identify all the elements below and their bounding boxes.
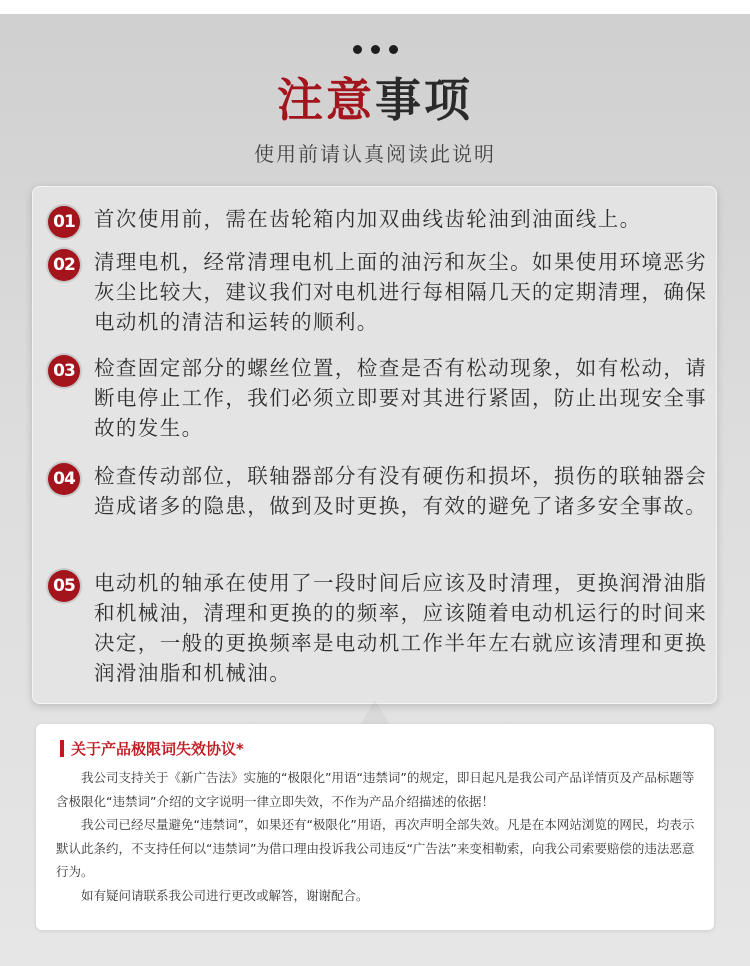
instruction-item-5 — [48, 568, 708, 688]
disclaimer-body — [56, 766, 696, 907]
disclaimer-paragraph: 我公司已经尽量避免“违禁词”，如果还有“极限化”用语，再次声明全部失效。凡是在本网站浏览的网民，均表示默认此条约，不支持任何以“违禁词”为借口理由投诉我公司违反“广告法”来变相勒索，向我公司索要赔偿的违法恶意行为。 — [56, 817, 695, 879]
disclaimer-paragraph: 我公司支持关于《新广告法》实施的“极限化”用语“违禁词”的规定，即日起凡是我公司产品详情页及产品标题等含极限化“违禁词”介绍的文字说明一律立即失效，不作为产品介绍描述的依据！ — [56, 770, 695, 809]
number-badge: 03 — [48, 355, 80, 387]
instructions-panel — [32, 186, 717, 704]
instruction-text: 检查传动部位，联轴器部分有没有硬伤和损坏，损伤的联轴器会造成诸多的隐患，做到及时更换，有效的避免了诸多安全事故。 — [94, 464, 708, 518]
number-badge: 05 — [48, 570, 80, 602]
dot-icon — [353, 45, 362, 54]
page-title — [0, 70, 750, 130]
instruction-item-3 — [48, 353, 708, 443]
decorative-dots — [0, 45, 750, 54]
top-band — [0, 0, 750, 14]
instruction-text: 电动机的轴承在使用了一段时间后应该及时清理，更换润滑油脂和机械油，清理和更换的的频率，应该随着电动机运行的时间来决定，一般的更换频率是电动机工作半年左右就应该清理和更换润滑油脂和机械油。 — [94, 571, 708, 685]
instruction-text: 检查固定部分的螺丝位置，检查是否有松动现象，如有松动，请断电停止工作，我们必须立即要对其进行紧固，防止出现安全事故的发生。 — [94, 356, 708, 440]
disclaimer-paragraph: 如有疑问请联系我公司进行更改或解答，谢谢配合。 — [81, 887, 369, 903]
number-badge: 01 — [48, 206, 80, 238]
disclaimer-box — [36, 724, 714, 930]
title-highlight: 注意 — [277, 73, 375, 127]
instruction-item-2 — [48, 247, 708, 337]
dot-icon — [389, 45, 398, 54]
dot-icon — [371, 45, 380, 54]
number-badge: 02 — [48, 249, 80, 281]
disclaimer-title: 关于产品极限词失效协议* — [71, 740, 244, 758]
page-subtitle: 使用前请认真阅读此说明 — [254, 142, 496, 166]
instruction-item-4 — [48, 461, 708, 521]
instruction-item-1 — [48, 204, 708, 234]
number-badge: 04 — [48, 463, 80, 495]
title-rest: 事项 — [375, 73, 473, 127]
instruction-text: 首次使用前，需在齿轮箱内加双曲线齿轮油到油面线上。 — [94, 207, 642, 231]
accent-bar — [60, 740, 64, 757]
instruction-text: 清理电机，经常清理电机上面的油污和灰尘。如果使用环境恶劣灰尘比较大，建议我们对电机进行每相隔几天的定期清理，确保电动机的清洁和运转的顺利。 — [94, 250, 708, 334]
disclaimer-header — [60, 738, 244, 759]
